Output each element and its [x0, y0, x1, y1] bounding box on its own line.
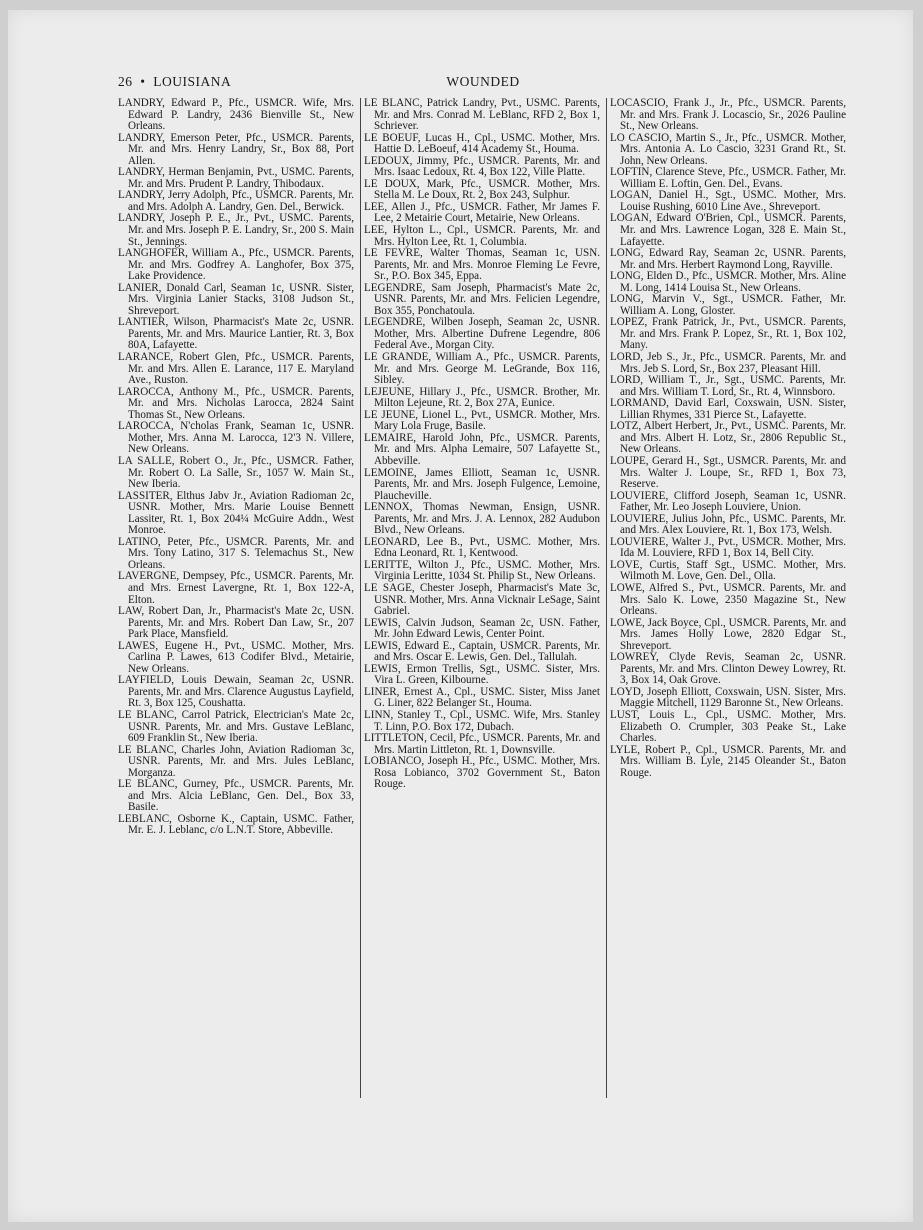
list-entry: LORD, Jeb S., Jr., Pfc., USMCR. Parents, Mr. and Mrs. Jeb S. Lord, Sr., Box 237, Pleasant Hill.: [610, 351, 846, 375]
list-entry: LE DOUX, Mark, Pfc., USMCR. Mother, Mrs. Stella M. Le Doux, Rt. 2, Box 243, Sulphur.: [364, 177, 600, 202]
list-entry: LOFTIN, Clarence Steve, Pfc., USMCR. Father, Mr. William E. Loftin, Gen. Del., Evans.: [610, 166, 846, 190]
list-entry: LEGENDRE, Sam Joseph, Pharmacist's Mate 2c, USNR. Parents, Mr. and Mrs. Felicien Legendre, Box 355, Ponchatoula.: [364, 281, 600, 317]
list-entry: LOUVIERE, Walter J., Pvt., USMCR. Mother, Mrs. Ida M. Louviere, RFD 1, Box 14, Bell City.: [610, 535, 846, 560]
list-entry: LANDRY, Herman Benjamin, Pvt., USMC. Parents, Mr. and Mrs. Prudent P. Landry, Thibodaux.: [118, 166, 354, 190]
column-3: [610, 98, 846, 779]
list-entry: LOWE, Jack Boyce, Cpl., USMCR. Parents, Mr. and Mrs. James Holly Lowe, 2820 Edgar St., Shreveport.: [610, 616, 846, 652]
list-entry: LOPEZ, Frank Patrick, Jr., Pvt., USMCR. Parents, Mr. and Mrs. Frank P. Lopez, Sr., Rt. 1, Box 102, Many.: [610, 316, 846, 352]
list-entry: LANIER, Donald Carl, Seaman 1c, USNR. Sister, Mrs. Virginia Lanier Stacks, 3108 Judson St., Shreveport.: [118, 281, 354, 317]
list-entry: LE BOEUF, Lucas H., Cpl., USMC. Mother, Mrs. Hattie D. LeBoeuf, 414 Academy St., Houma.: [364, 131, 600, 156]
list-entry: LA SALLE, Robert O., Jr., Pfc., USMCR. Father, Mr. Robert O. La Salle, Sr., 1057 W. Main St., New Iberia.: [118, 454, 354, 491]
list-entry: LYLE, Robert P., Cpl., USMCR. Parents, Mr. and Mrs. William B. Lyle, 2145 Oleander St., Baton Rouge.: [610, 743, 846, 779]
list-entry: LOTZ, Albert Herbert, Jr., Pvt., USMC. Parents, Mr. and Mrs. Albert H. Lotz, Sr., 2806 Republic St., New Orleans.: [610, 420, 846, 456]
list-entry: LASSITER, Elthus Jabv Jr., Aviation Radioman 2c, USNR. Mother, Mrs. Marie Louise Bennett Lassiter, Rt. 1, Box 204¼ McGuire Addn., West Monroe.: [118, 489, 354, 537]
list-entry: LORMAND, David Earl, Coxswain, USN. Sister, Lillian Rhymes, 331 Pierce St., Lafayette.: [610, 397, 846, 421]
page-number: 26: [118, 74, 133, 89]
list-entry: LANTIER, Wilson, Pharmacist's Mate 2c, USNR. Parents, Mr. and Mrs. Maurice Lantier, Rt. 3, Box 80A, Lafayette.: [118, 316, 354, 352]
list-entry: LANGHOFER, William A., Pfc., USMCR. Parents, Mr. and Mrs. Godfrey A. Langhofer, Box 375, Lake Providence.: [118, 247, 354, 283]
list-entry: LOGAN, Edward O'Brien, Cpl., USMCR. Parents, Mr. and Mrs. Lawrence Logan, 328 E. Main St., Lafayette.: [610, 212, 846, 248]
list-entry: LORD, William T., Jr., Sgt., USMC. Parents, Mr. and Mrs. William T. Lord, Sr., Rt. 4, Winnsboro.: [610, 374, 846, 398]
list-entry: LUST, Louis L., Cpl., USMC. Mother, Mrs. Elizabeth O. Crumpler, 303 Peake St., Lake Charles.: [610, 708, 846, 745]
list-entry: LAYFIELD, Louis Dewain, Seaman 2c, USNR. Parents, Mr. and Mrs. Clarence Augustus Layfield, Rt. 3, Box 125, Coushatta.: [118, 674, 354, 710]
list-entry: LEE, Allen J., Pfc., USMCR. Father, Mr James F. Lee, 2 Metairie Court, Metairie, New Orleans.: [364, 200, 600, 225]
list-entry: LE FEVRE, Walter Thomas, Seaman 1c, USN. Parents, Mr. and Mrs. Monroe Fleming Le Fevre, Sr., P.O. Box 345, Eppa.: [364, 247, 600, 283]
list-entry: LE BLANC, Carrol Patrick, Electrician's Mate 2c, USNR. Parents, Mr. and Mrs. Gustave LeBlanc, 609 Franklin St., New Iberia.: [118, 708, 354, 745]
list-entry: LEWIS, Ermon Trellis, Sgt., USMC. Sister, Mrs. Vira L. Green, Kilbourne.: [364, 662, 600, 687]
list-entry: LOYD, Joseph Elliott, Coxswain, USN. Sister, Mrs. Maggie Mitchell, 1129 Baronne St., New Orleans.: [610, 685, 846, 710]
list-entry: LANDRY, Jerry Adolph, Pfc., USMCR. Parents, Mr. and Mrs. Adolph A. Landry, Gen. Del., Berwick.: [118, 189, 354, 213]
list-entry: LENNOX, Thomas Newman, Ensign, USNR. Parents, Mr. and Mrs. J. A. Lennox, 282 Audubon Blvd., New Orleans.: [364, 501, 600, 537]
list-entry: LEWIS, Edward E., Captain, USMCR. Parents, Mr. and Mrs. Oscar E. Lewis, Gen. Del., Tallulah.: [364, 639, 600, 664]
list-entry: LEBLANC, Osborne K., Captain, USMC. Father, Mr. E. J. Leblanc, c/o L.N.T. Store, Abbeville.: [118, 812, 354, 837]
list-entry: LERITTE, Wilton J., Pfc., USMC. Mother, Mrs. Virginia Leritte, 1034 St. Philip St., New Orleans.: [364, 558, 600, 583]
list-entry: LOUVIERE, Julius John, Pfc., USMC. Parents, Mr. and Mrs. Alex Louviere, Rt. 1, Box 173, Welsh.: [610, 512, 846, 537]
list-entry: LEJEUNE, Hillary J., Pfc., USMCR. Brother, Mr. Milton Lejeune, Rt. 2, Box 27A, Eunice.: [364, 385, 600, 410]
list-entry: LE GRANDE, William A., Pfc., USMCR. Parents, Mr. and Mrs. George M. LeGrande, Box 116, Sibley.: [364, 351, 600, 387]
list-entry: LEGENDRE, Wilben Joseph, Seaman 2c, USNR. Mother, Mrs. Albertine Dufrene Legendre, 806 Federal Ave., Morgan City.: [364, 316, 600, 352]
list-entry: LEONARD, Lee B., Pvt., USMC. Mother, Mrs. Edna Leonard, Rt. 1, Kentwood.: [364, 535, 600, 560]
column-1: [118, 98, 354, 837]
list-entry: LINER, Ernest A., Cpl., USMC. Sister, Miss Janet G. Liner, 822 Belanger St., Houma.: [364, 685, 600, 710]
list-entry: LOVE, Curtis, Staff Sgt., USMC. Mother, Mrs. Wilmoth M. Love, Gen. Del., Olla.: [610, 558, 846, 583]
list-entry: LAWES, Eugene H., Pvt., USMC. Mother, Mrs. Carlina P. Lawes, 613 Codifer Blvd., Metairie, New Orleans.: [118, 639, 354, 675]
column-divider: [360, 98, 361, 1098]
list-entry: LE JEUNE, Lionel L., Pvt., USMCR. Mother, Mrs. Mary Lola Fruge, Basile.: [364, 408, 600, 433]
list-entry: LINN, Stanley T., Cpl., USMC. Wife, Mrs. Stanley T. Linn, P.O. Box 172, Dubach.: [364, 708, 600, 733]
page-header: [118, 74, 848, 92]
column-2: [364, 98, 600, 791]
list-entry: LEMAIRE, Harold John, Pfc., USMCR. Parents, Mr. and Mrs. Alpha Lemaire, 507 Lafayette St., Abbeville.: [364, 431, 600, 467]
list-entry: LOGAN, Daniel H., Sgt., USMC. Mother, Mrs. Louise Rushing, 6010 Line Ave., Shreveport.: [610, 189, 846, 213]
list-entry: LATINO, Peter, Pfc., USMCR. Parents, Mr. and Mrs. Tony Latino, 317 S. Telemachus St., New Orleans.: [118, 535, 354, 571]
state-name: LOUISIANA: [153, 74, 232, 89]
list-entry: LONG, Elden D., Pfc., USMCR. Mother, Mrs. Aline M. Long, 1414 Louisa St., New Orleans.: [610, 270, 846, 294]
list-entry: LANDRY, Edward P., Pfc., USMCR. Wife, Mrs. Edward P. Landry, 2436 Bienville St., New Orleans.: [118, 97, 354, 133]
list-entry: LARANCE, Robert Glen, Pfc., USMCR. Parents, Mr. and Mrs. Allen E. Larance, 117 E. Maryland Ave., Ruston.: [118, 351, 354, 387]
list-entry: LEDOUX, Jimmy, Pfc., USMCR. Parents, Mr. and Mrs. Isaac Ledoux, Rt. 4, Box 122, Ville Platte.: [364, 154, 600, 179]
list-entry: LANDRY, Emerson Peter, Pfc., USMCR. Parents, Mr. and Mrs. Henry Landry, Sr., Box 88, Port Allen.: [118, 131, 354, 167]
list-entry: LO CASCIO, Martin S., Jr., Pfc., USMCR. Mother, Mrs. Antonia A. Lo Cascio, 3231 Grand Rt., St. John, New Orleans.: [610, 131, 846, 167]
list-entry: LAW, Robert Dan, Jr., Pharmacist's Mate 2c, USN. Parents, Mr. and Mrs. Robert Dan Law, Sr., 207 Park Place, Mansfield.: [118, 605, 354, 641]
list-entry: LOWE, Alfred S., Pvt., USMCR. Parents, Mr. and Mrs. Salo K. Lowe, 2350 Magazine St., New Orleans.: [610, 581, 846, 618]
list-entry: LITTLETON, Cecil, Pfc., USMCR. Parents, Mr. and Mrs. Martin Littleton, Rt. 1, Downsville.: [364, 732, 600, 756]
list-entry: LE SAGE, Chester Joseph, Pharmacist's Mate 3c, USNR. Mother, Mrs. Anna Vicknair LeSage, Saint Gabriel.: [364, 581, 600, 618]
section-title: WOUNDED: [446, 74, 520, 89]
column-divider: [606, 98, 607, 1098]
list-entry: LEMOINE, James Elliott, Seaman 1c, USNR. Parents, Mr. and Mrs. Joseph Fulgence, Lemoine, Plaucheville.: [364, 466, 600, 502]
list-entry: LONG, Edward Ray, Seaman 2c, USNR. Parents, Mr. and Mrs. Herbert Raymond Long, Rayville.: [610, 247, 846, 271]
list-entry: LOUVIERE, Clifford Joseph, Seaman 1c, USNR. Father, Mr. Leo Joseph Louviere, Union.: [610, 489, 846, 514]
list-entry: LOUPE, Gerard H., Sgt., USMCR. Parents, Mr. and Mrs. Walter J. Loupe, Sr., RFD 1, Box 73, Reserve.: [610, 454, 846, 491]
list-entry: LAVERGNE, Dempsey, Pfc., USMCR. Parents, Mr. and Mrs. Ernest Lavergne, Rt. 1, Box 122-A, Elton.: [118, 570, 354, 606]
list-entry: LANDRY, Joseph P. E., Jr., Pvt., USMC. Parents, Mr. and Mrs. Joseph P. E. Landry, Sr., 200 S. Main St., Jennings.: [118, 212, 354, 248]
list-entry: LEWIS, Calvin Judson, Seaman 2c, USN. Father, Mr. John Edward Lewis, Center Point.: [364, 616, 600, 641]
list-entry: LAROCCA, N'cholas Frank, Seaman 1c, USNR. Mother, Mrs. Anna M. Larocca, 12'3 N. Villere, New Orleans.: [118, 420, 354, 456]
list-entry: LONG, Marvin V., Sgt., USMCR. Father, Mr. William A. Long, Gloster.: [610, 293, 846, 317]
list-entry: LEE, Hylton L., Cpl., USMCR. Parents, Mr. and Mrs. Hylton Lee, Rt. 1, Columbia.: [364, 224, 600, 248]
list-entry: LOWREY, Clyde Revis, Seaman 2c, USNR. Parents, Mr. and Mrs. Clinton Dewey Lowrey, Rt. 3, Box 14, Oak Grove.: [610, 651, 846, 687]
list-entry: LE BLANC, Gurney, Pfc., USMCR. Parents, Mr. and Mrs. Alcia LeBlanc, Gen. Del., Box 33, Basile.: [118, 778, 354, 814]
list-entry: LE BLANC, Charles John, Aviation Radioman 3c, USNR. Parents, Mr. and Mrs. Jules LeBlanc, Morganza.: [118, 743, 354, 779]
list-entry: LAROCCA, Anthony M., Pfc., USMCR. Parents, Mr. and Mrs. Nicholas Larocca, 2824 Saint Thomas St., New Orleans.: [118, 385, 354, 421]
list-entry: LE BLANC, Patrick Landry, Pvt., USMC. Parents, Mr. and Mrs. Conrad M. LeBlanc, RFD 2, Box 1, Schriever.: [364, 97, 600, 133]
header-bullet: •: [140, 74, 146, 89]
list-entry: LOBIANCO, Joseph H., Pfc., USMC. Mother, Mrs. Rosa Lobianco, 3702 Government St., Baton Rouge.: [364, 755, 600, 791]
list-entry: LOCASCIO, Frank J., Jr., Pfc., USMCR. Parents, Mr. and Mrs. Frank J. Locascio, Sr., 2026 Pauline St., New Orleans.: [610, 97, 846, 133]
